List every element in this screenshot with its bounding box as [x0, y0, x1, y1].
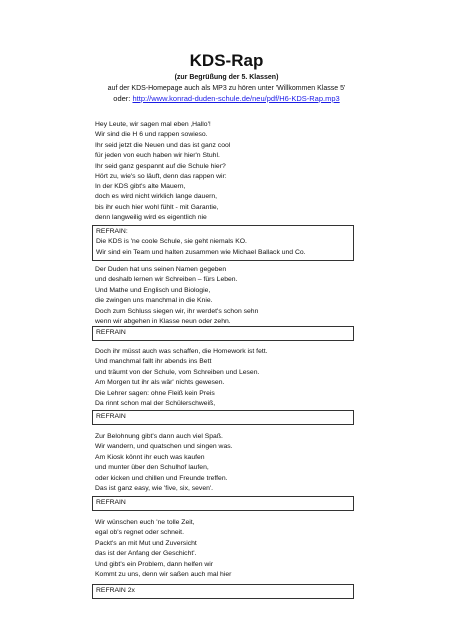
verse-1: [95, 120, 365, 182]
verse-line: und träumt von der Schule, vom Schreiben und Lesen.: [95, 368, 260, 376]
refrain-label: REFRAIN: [96, 413, 126, 420]
verse-line: die zwingen uns manchmal in die Knie.: [95, 297, 213, 305]
refrain-label: REFRAIN 2x: [96, 587, 135, 594]
verse-line: Und manchmal fallt ihr abends ins Bett: [95, 358, 212, 366]
verse-line: bis ihr euch hier wohl fühlt - mit Garantie,: [95, 203, 219, 211]
verse-line: Und gibt's ein Problem, dann helfen wir: [95, 560, 214, 568]
mp3-link[interactable]: http://www.konrad-duden-schule.de/neu/pdf/H6-KDS-Rap.mp3: [132, 94, 340, 103]
verse-line: Da rinnt schon mal der Schülerschweiß,: [95, 400, 216, 408]
verse-line: Am Morgen tut ihr als wär' nichts gewesen.: [95, 379, 225, 387]
refrain-box: [92, 410, 354, 425]
verse-3: [95, 265, 365, 327]
refrain-box: [92, 496, 354, 511]
refrain-box: [92, 584, 354, 599]
verse-line: Das ist ganz easy, wie 'five, six, seven'.: [95, 485, 214, 493]
verse-line: Doch ihr müsst auch was schaffen, die Homework ist fett.: [95, 348, 268, 355]
refrain-box: [92, 326, 354, 341]
page-subtitle: (zur Begrüßung der 5. Klassen): [174, 74, 279, 81]
verse-line: Zur Belohnung gibt's dann auch viel Spaß.: [95, 433, 223, 440]
verse-line: und munter über den Schulhof laufen,: [95, 464, 209, 472]
verse-line: Ihr seid jetzt die Neuen und das ist ganz cool: [95, 141, 231, 149]
verse-line: Hey Leute, wir sagen mal eben ‚Hallo'!: [95, 121, 211, 128]
verse-line: wenn wir abgehen in Klasse neun oder zehn.: [95, 318, 231, 326]
verse-line: Kommt zu uns, denn wir saßen auch mal hier: [95, 571, 232, 579]
verse-line: Die Lehrer sagen: ohne Fleiß kein Preis: [95, 389, 215, 397]
verse-line: egal ob's regnet oder schneit.: [95, 529, 184, 537]
verse-line: Am Kiosk könnt ihr euch was kaufen: [95, 453, 205, 461]
verse-line: Ihr seid ganz gespannt auf die Schule hier?: [95, 162, 226, 170]
verse-line: Packt's an mit Mut und Zuversicht: [95, 539, 197, 547]
verse-6: [95, 518, 365, 580]
verse-line: oder kicken und chillen und Freunde treffen.: [95, 474, 228, 482]
verse-line: das ist der Anfang der Geschicht'.: [95, 550, 197, 558]
intro-text: auf der KDS-Homepage auch als MP3 zu hören unter 'Willkommen Klasse 5': [107, 85, 346, 92]
verse-line: und deshalb lernen wir Schreiben – fürs Leben.: [95, 276, 238, 284]
refrain-line: Wir sind ein Team und halten zusammen wie Michael Ballack und Co.: [96, 248, 306, 256]
verse-line: Wir wandern, und quatschen und singen was.: [95, 443, 233, 451]
verse-4: [95, 347, 365, 409]
verse-line: Wir sind die H 6 und rappen sowieso.: [95, 131, 208, 139]
refrain-label: REFRAIN: [96, 499, 126, 506]
verse-5: [95, 432, 365, 494]
verse-line: Doch zum Schluss siegen wir, ihr werdet's schon sehn: [95, 307, 259, 315]
verse-line: Der Duden hat uns seinen Namen gegeben: [95, 266, 227, 273]
intro-prefix: oder:: [113, 94, 133, 103]
refrain-line: Die KDS is 'ne coole Schule, sie geht niemals KO.: [96, 238, 247, 246]
refrain-line: REFRAIN:: [96, 228, 128, 235]
refrain-box-full: [92, 225, 354, 261]
verse-2: [95, 182, 365, 224]
verse-line: denn langweilig wird es eigentlich nie: [95, 214, 207, 222]
verse-line: doch es wird nicht wirklich lange dauern,: [95, 193, 218, 201]
refrain-label: REFRAIN: [96, 329, 126, 336]
verse-line: für jeden von euch haben wir hier'n Stuhl.: [95, 152, 220, 160]
verse-line: Und Mathe und Englisch und Biologie,: [95, 286, 211, 294]
page-title: KDS-Rap: [189, 51, 264, 70]
verse-line: Hört zu, wie's so läuft, denn das rappen wir:: [95, 173, 227, 181]
verse-line: Wir wünschen euch 'ne tolle Zeit,: [95, 519, 195, 526]
verse-line: In der KDS gibt's alte Mauern,: [95, 183, 186, 190]
intro-link-line: [0, 94, 453, 104]
